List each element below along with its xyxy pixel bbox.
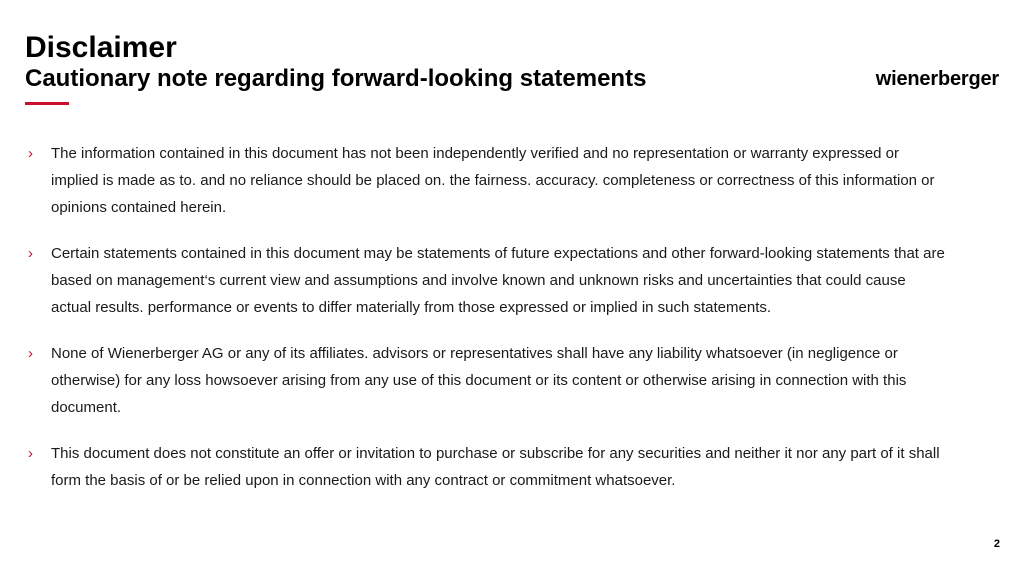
- chevron-right-icon: ›: [28, 245, 33, 262]
- list-item: [28, 240, 948, 321]
- title-accent-divider: [25, 102, 69, 105]
- list-item: [28, 140, 948, 221]
- list-item-text: The information contained in this document has not been independently verified and no representation or warranty expressed or implied is made as to. and no reliance should be placed on. the fairness. accuracy. completeness or correctness of this information or opinions contained herein.: [51, 145, 935, 216]
- disclaimer-list: [28, 140, 948, 513]
- chevron-right-icon: ›: [28, 145, 33, 162]
- page-number: 2: [993, 538, 1000, 550]
- list-item: [28, 440, 948, 494]
- page-title: Disclaimer: [25, 31, 177, 64]
- list-item-text: This document does not constitute an offer or invitation to purchase or subscribe for any securities and neither it nor any part of it shall form the basis of or be relied upon in connection with any contract or commitment whatsoever.: [51, 445, 940, 489]
- list-item: [28, 340, 948, 421]
- wienerberger-logo: wienerberger: [875, 68, 999, 90]
- page-subtitle: Cautionary note regarding forward-looking statements: [25, 65, 647, 92]
- list-item-text: None of Wienerberger AG or any of its affiliates. advisors or representatives shall have any liability whatsoever (in negligence or otherwise) for any loss howsoever arising from any use of this document or its content or otherwise arising in connection with this document.: [51, 345, 907, 416]
- chevron-right-icon: ›: [28, 445, 33, 462]
- chevron-right-icon: ›: [28, 345, 33, 362]
- list-item-text: Certain statements contained in this document may be statements of future expectations and other forward-looking statements that are based on management‘s current view and assumptions and involve known and unknown risks and uncertainties that could cause actual results. performance or events to differ materially from those expressed or implied in such statements.: [51, 245, 945, 316]
